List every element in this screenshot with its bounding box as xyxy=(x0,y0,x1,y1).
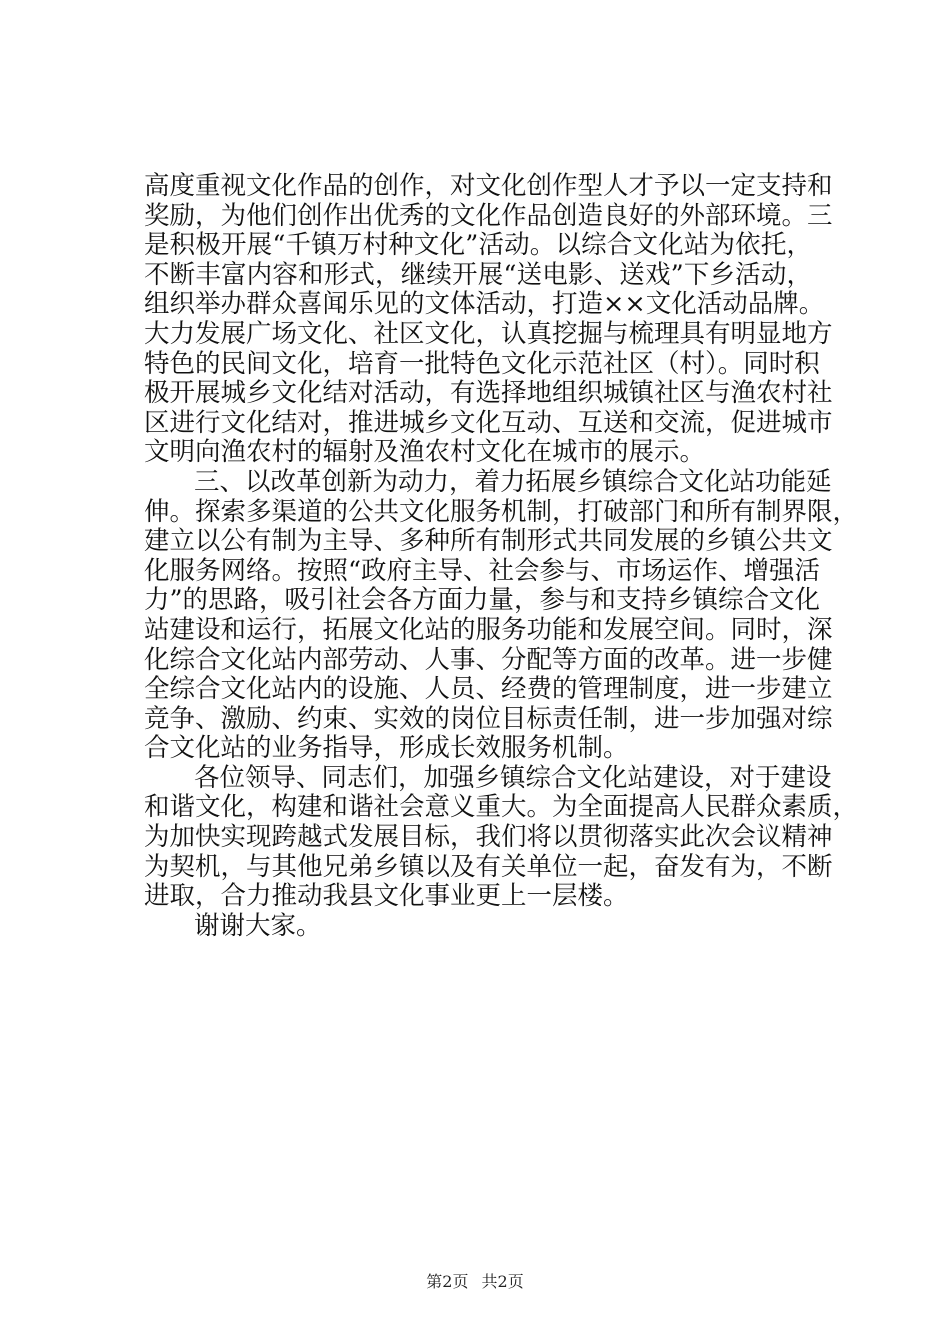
text-line: 大力发展广场文化、社区文化，认真挖掘与梳理具有明显地方 xyxy=(144,318,833,349)
text-line: 全综合文化站内的设施、人员、经费的管理制度，进一步建立 xyxy=(144,674,833,705)
text-line: 为加快实现跨越式发展目标，我们将以贯彻落实此次会议精神 xyxy=(144,822,833,853)
text-line: 伸。探索多渠道的公共文化服务机制，打破部门和所有制界限， xyxy=(144,496,859,527)
paragraph-1 xyxy=(144,171,833,468)
page-number: 第2页 xyxy=(426,1272,469,1291)
text-line: 不断丰富内容和形式，继续开展“送电影、送戏”下乡活动， xyxy=(144,259,812,290)
paragraph-4 xyxy=(144,912,812,942)
text-line: 化服务网络。按照“政府主导、社会参与、市场运作、增强活 xyxy=(144,555,821,586)
closing-line: 谢谢大家。 xyxy=(194,910,322,941)
text-line-first: 三、以改革创新为动力，着力拓展乡镇综合文化站功能延 xyxy=(194,466,832,497)
paragraph-3 xyxy=(144,762,859,912)
text-line-last: 文明向渔农村的辐射及渔农村文化在城市的展示。 xyxy=(144,437,706,468)
paragraph-2 xyxy=(144,466,859,764)
page-footer xyxy=(0,1272,950,1292)
text-line: 为契机，与其他兄弟乡镇以及有关单位一起，奋发有为，不断 xyxy=(144,851,833,882)
text-line: 竞争、激励、约束、实效的岗位目标责任制，进一步加强对综 xyxy=(144,703,833,734)
text-line-last: 合文化站的业务指导，形成长效服务机制。 xyxy=(144,733,629,764)
text-line: 极开展城乡文化结对活动，有选择地组织城镇社区与渔农村社 xyxy=(144,378,833,409)
text-line: 站建设和运行，拓展文化站的服务功能和发展空间。同时，深 xyxy=(144,614,833,645)
text-line: 奖励，为他们创作出优秀的文化作品创造良好的外部环境。三 xyxy=(144,200,833,231)
text-line: 力”的思路，吸引社会各方面力量，参与和支持乡镇综合文化 xyxy=(144,585,821,616)
text-line: 和谐文化，构建和谐社会意义重大。为全面提高人民群众素质， xyxy=(144,792,859,823)
text-line: 区进行文化结对，推进城乡文化互动、互送和交流，促进城市 xyxy=(144,407,833,438)
text-line: 建立以公有制为主导、多种所有制形式共同发展的乡镇公共文 xyxy=(144,526,833,557)
text-line: 组织举办群众喜闻乐见的文体活动，打造××文化活动品牌。 xyxy=(144,289,825,320)
text-line-first: 各位领导、同志们，加强乡镇综合文化站建设，对于建设 xyxy=(194,762,832,793)
text-line-last: 进取，合力推动我县文化事业更上一层楼。 xyxy=(144,881,629,912)
text-line: 高度重视文化作品的创作，对文化创作型人才予以一定支持和 xyxy=(144,171,833,201)
text-line: 是积极开展“千镇万村种文化”活动。以综合文化站为依托， xyxy=(144,230,812,261)
text-line: 化综合文化站内部劳动、人事、分配等方面的改革。进一步健 xyxy=(144,644,833,675)
document-body xyxy=(144,171,859,941)
page-total: 共2页 xyxy=(481,1272,524,1291)
text-line: 特色的民间文化，培育一批特色文化示范社区（村）。同时积 xyxy=(144,348,820,379)
